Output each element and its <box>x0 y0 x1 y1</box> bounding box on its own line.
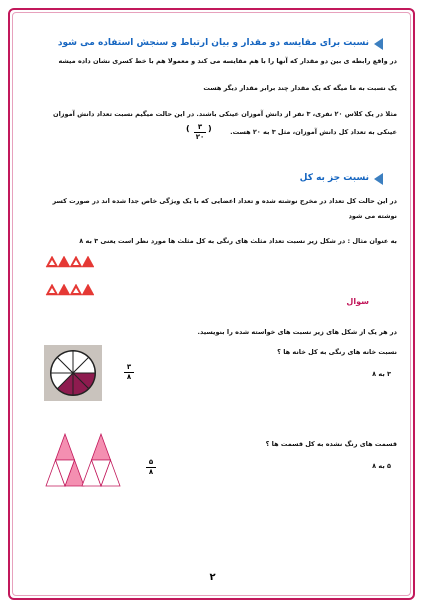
section2-paragraph-1: در این حالت کل تعداد در مخرج نوشته شده و تعداد اعضایی که با یک ویژگی خاص جدا شده اند در صورت کسر <box>52 197 397 205</box>
fraction-denominator: ۲۰ <box>195 133 205 141</box>
section1-fraction: ( <box>186 124 190 133</box>
heading-bullet-icon <box>374 38 383 50</box>
triangles-example-figure <box>44 256 94 310</box>
fraction-numerator: ۳ <box>126 363 132 371</box>
section2-paragraph-3: به عنوان مثال : در شکل زیر نسبت تعداد مثلث های رنگی به کل مثلث ها مورد نظر است یعنی ۳ به ۸ <box>79 237 397 245</box>
fraction-denominator: ۸ <box>126 373 132 381</box>
pie-circle <box>44 345 102 401</box>
question-2-fraction <box>146 459 156 476</box>
question-1-text: نسبت خانه های رنگی به کل خانه ها ؟ <box>277 348 397 356</box>
section1-heading: نسبت برای مقایسه دو مقدار و بیان ارتباط و سنجش استفاده می شود <box>57 38 369 48</box>
section1-fraction-value <box>194 124 206 141</box>
section1-paragraph-2: یک نسبت به ما میگه که یک مقدار چند برابر مقدار دیگر هست <box>203 84 397 92</box>
question-2-answer: ۵ به ۸ <box>372 462 391 470</box>
question-2-triangle <box>92 434 111 460</box>
section2-paragraph-2: نوشته می شود <box>348 212 397 220</box>
section1-paragraph-4: عینکی به تعداد کل دانش آموزان، مثل ۳ به ۲۰ هست. <box>230 128 397 136</box>
question-1-figure <box>44 345 102 401</box>
question-2-figure <box>44 428 124 492</box>
heading-bullet-icon <box>374 173 383 185</box>
questions-instruction: در هر یک از شکل های زیر نسبت های خواسته شده را بنویسید. <box>197 328 397 336</box>
questions-title: سوال <box>346 297 369 306</box>
section2-heading: نسبت جز به کل <box>299 173 369 183</box>
section1-paragraph-1: در واقع رابطه ی بین دو مقدار که آنها را با هم مقایسه می کند و معمولا هم با خط کسری نشان داده میشه <box>58 57 397 65</box>
question-1-answer: ۳ به ۸ <box>372 370 391 378</box>
fraction-numerator: ۳ <box>197 123 203 131</box>
question-2-text: قسمت های رنگ نشده به کل قسمت ها ؟ <box>265 440 397 448</box>
fraction-paren-close: ) <box>208 124 212 133</box>
question-1-fraction <box>124 364 134 381</box>
fraction-numerator: ۵ <box>148 458 154 466</box>
fraction-denominator: ۸ <box>148 468 154 476</box>
question-2-triangle <box>56 434 75 460</box>
page-number: ۲ <box>209 572 216 583</box>
section1-paragraph-3: مثلا در یک کلاس ۲۰ نفری، ۳ نفر از دانش آموزان عینکی باشند. در این حالت میگیم نسبت تعداد دانش آموزان <box>53 110 397 118</box>
